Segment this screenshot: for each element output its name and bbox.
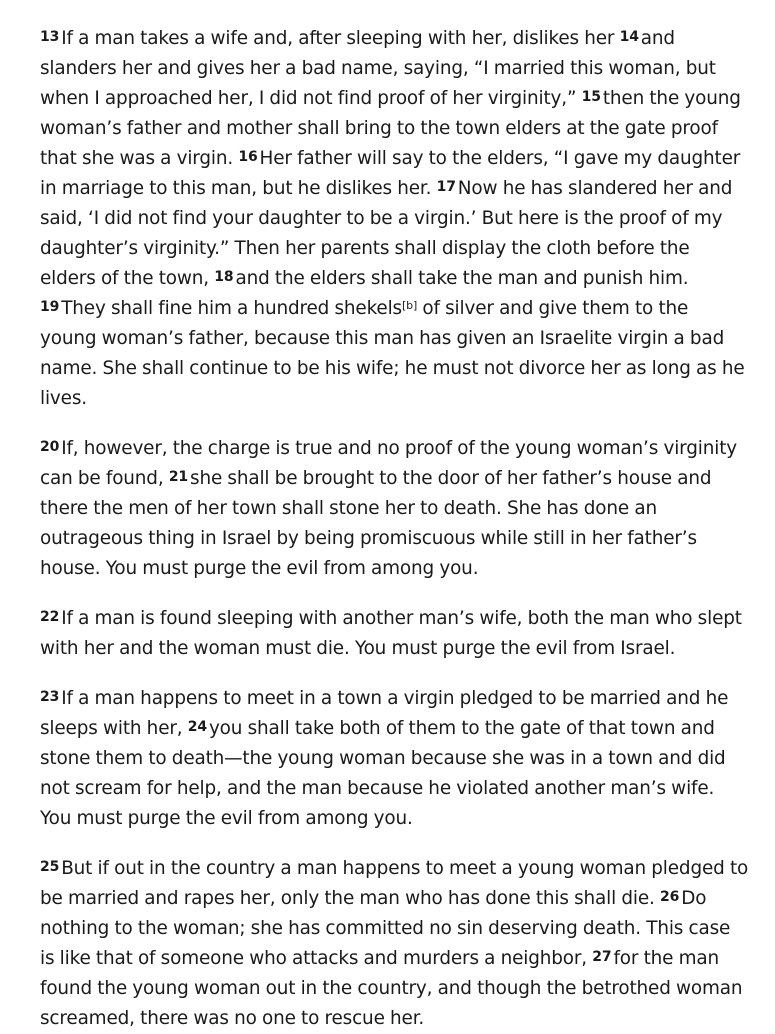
- verse-text: Her father will say to the elders, “I gave my daughter in marriage to this man, but he dislikes her.: [40, 148, 741, 199]
- verse-number: 25: [40, 859, 60, 875]
- verse-number: 16: [238, 149, 258, 165]
- paragraph-4: [40, 684, 749, 834]
- verse-text: But if out in the country a man happens to meet a young woman pledged to be married and rapes her, only the man who has done this shall die.: [40, 858, 749, 909]
- verse-text: Now he has slandered her and said, ‘I did not find your daughter to be a virgin.’ But here is the proof of my daughter’s virginity.” Then her parents shall display the cloth before the elders of the town,: [40, 178, 733, 289]
- verse-number: 24: [187, 719, 207, 735]
- verse-number: 19: [40, 299, 60, 315]
- paragraph-1: [40, 24, 749, 414]
- verse-number: 20: [40, 439, 60, 455]
- verse-text: you shall take both of them to the gate of that town and stone them to death—the young woman because she was in a town and did not scream for help, and the man because he violated another man’s wife. You must purge the evil from among you.: [40, 718, 726, 829]
- paragraph-5: [40, 854, 749, 1034]
- verse-text: she shall be brought to the door of her father’s house and there the men of her town shall stone her to death. She has done an outrageous thing in Israel by being promiscuous while still in her father’s house. You must purge the evil from among you.: [40, 468, 712, 579]
- verse-text: If a man happens to meet in a town a virgin pledged to be married and he sleeps with her,: [40, 688, 729, 739]
- paragraph-2: [40, 434, 749, 584]
- verse-number: 15: [581, 89, 601, 105]
- verse-number: 14: [619, 29, 639, 45]
- verse-text: They shall fine him a hundred shekels: [61, 298, 402, 319]
- verse-number: 26: [660, 889, 680, 905]
- footnote-link[interactable]: [b]: [401, 299, 418, 312]
- paragraph-3: [40, 604, 749, 664]
- verse-text: of silver and give them to the young woman’s father, because this man has given an Israelite virgin a bad name. She shall continue to be his wife; he must not divorce her as long as he lives.: [40, 298, 745, 409]
- verse-number: 18: [214, 269, 234, 285]
- verse-text: If, however, the charge is true and no proof of the young woman’s virginity can be found,: [40, 438, 737, 489]
- verse-text: and slanders her and gives her a bad name, saying, “I married this woman, but when I approached her, I did not find proof of her virginity,”: [40, 28, 716, 109]
- verse-text: If a man is found sleeping with another man’s wife, both the man who slept with her and the woman must die. You must purge the evil from Israel.: [40, 608, 742, 659]
- verse-number: 17: [436, 179, 456, 195]
- verse-number: 27: [592, 949, 612, 965]
- verse-text: then the young woman’s father and mother shall bring to the town elders at the gate proof that she was a virgin.: [40, 88, 741, 169]
- verse-text: If a man takes a wife and, after sleeping with her, dislikes her: [61, 28, 620, 49]
- verse-text: Do nothing to the woman; she has committed no sin deserving death. This case is like that of someone who attacks and murders a neighbor,: [40, 888, 731, 969]
- verse-number: 21: [168, 469, 189, 485]
- verse-number: 23: [40, 689, 60, 705]
- verse-number: 13: [40, 29, 60, 45]
- verse-text: for the man found the young woman out in the country, and though the betrothed woman screamed, there was no one to rescue her.: [40, 948, 743, 1029]
- verse-text: and the elders shall take the man and punish him.: [235, 268, 689, 289]
- verse-number: 22: [40, 609, 60, 625]
